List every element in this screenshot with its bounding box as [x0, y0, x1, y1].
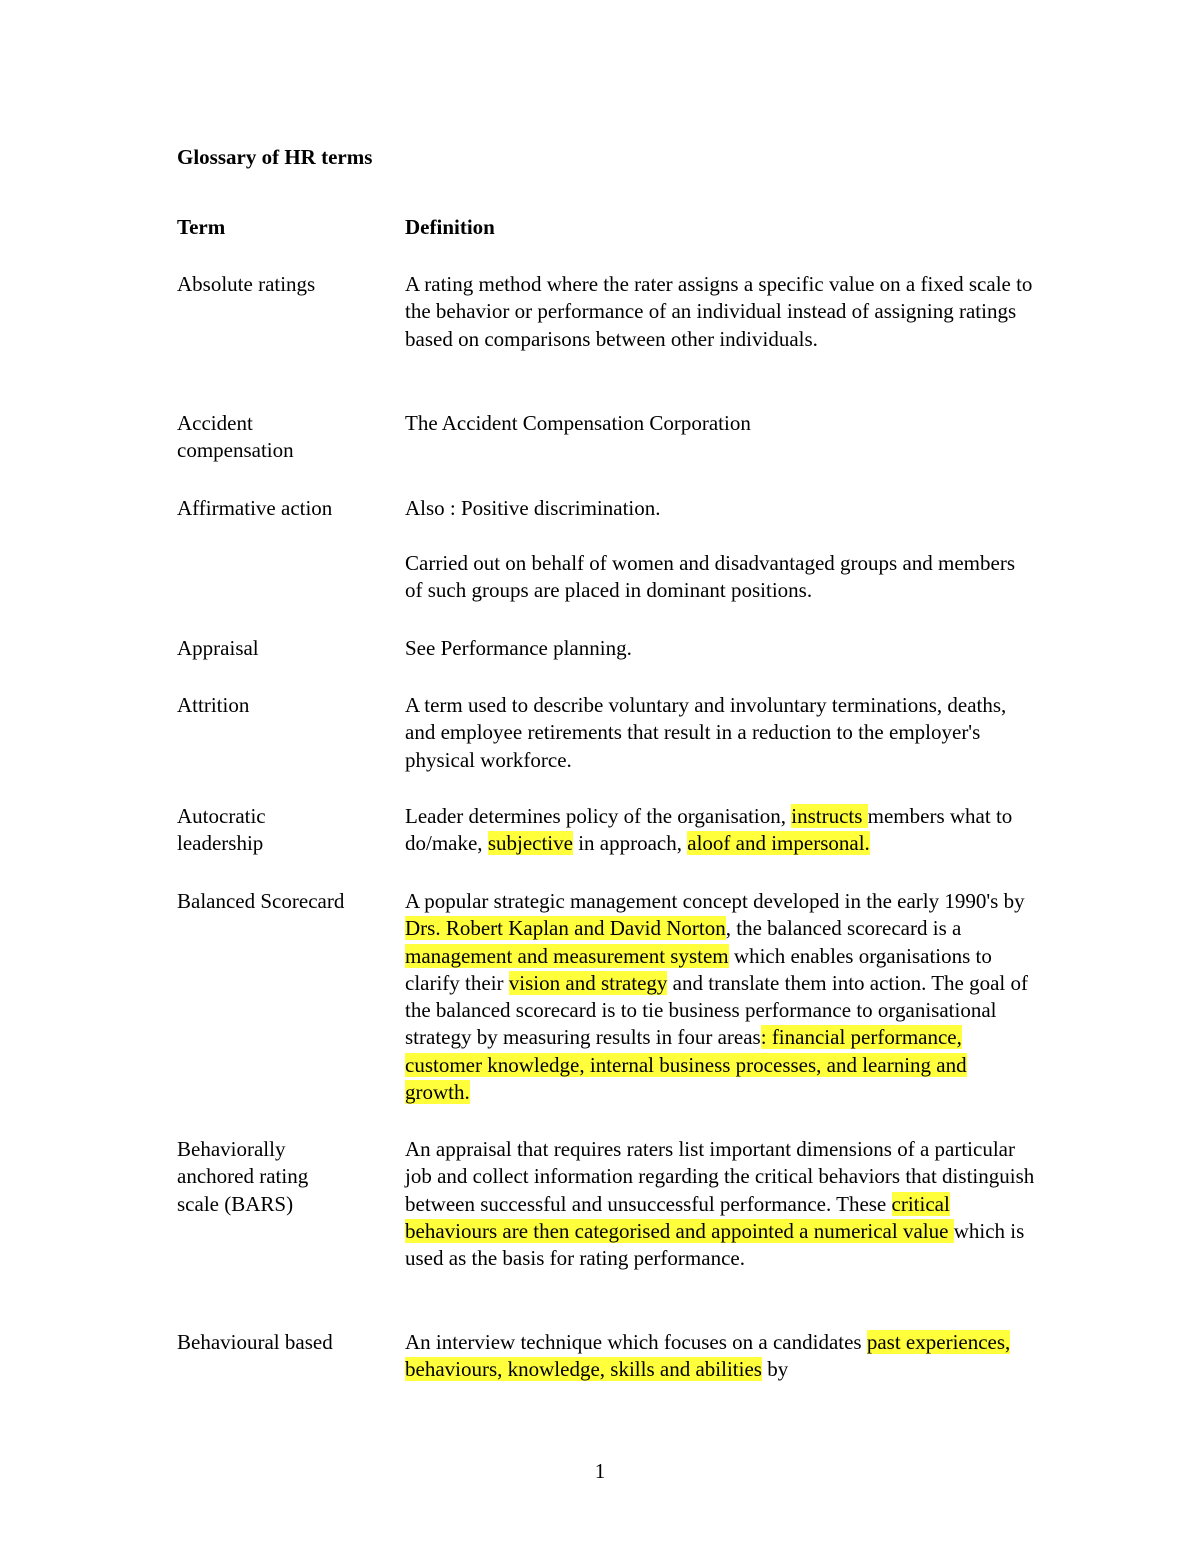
entry-term-line: Accident: [177, 411, 253, 435]
entry-term: Affirmative action: [177, 496, 333, 520]
entry-definition: [405, 410, 1035, 437]
entry-definition: [405, 1329, 1035, 1384]
entry-definition: [405, 692, 1035, 774]
definition-fragment: members what to do/make,: [405, 804, 1013, 856]
definition-fragment: An interview technique which focuses on a candidates: [405, 1330, 867, 1354]
highlighted-text: instructs: [791, 804, 868, 828]
definition-text: A term used to describe voluntary and involuntary terminations, deaths, and employee retirements that result in a reduction to the employer's physical workforce.: [405, 693, 1007, 772]
highlighted-text: past experiences, behaviours, knowledge, skills and abilities: [405, 1330, 1011, 1382]
highlighted-text: vision and strategy: [508, 970, 668, 995]
definition-text: The Accident Compensation Corporation: [405, 411, 751, 435]
entry-definition: [405, 803, 1035, 858]
page-title: Glossary of HR terms: [177, 145, 373, 169]
definition-text: [405, 888, 1035, 1106]
definition-fragment: An appraisal that requires raters list important dimensions of a particular job and collect information regarding the critical behaviors that distinguish between successful and unsuccessful performance. These: [405, 1137, 1035, 1216]
highlighted-text: subjective: [487, 831, 573, 856]
entry-term: Absolute ratings: [177, 272, 316, 296]
entry-term-line: compensation: [177, 438, 294, 463]
highlighted-text: critical behaviours are then categorised and appointed a numerical value: [405, 1191, 954, 1243]
definition-fragment: by: [761, 1357, 789, 1382]
entry-term: Balanced Scorecard: [177, 889, 345, 913]
entry-term: Appraisal: [177, 636, 259, 660]
highlighted-text: aloof and impersonal.: [687, 831, 870, 856]
entry-definition: [405, 635, 1035, 662]
entry-term-line: Behaviorally: [177, 1137, 286, 1161]
term-column-header: Term: [177, 215, 226, 239]
definition-text: See Performance planning.: [405, 636, 632, 660]
entry-term: [177, 1136, 377, 1218]
entry-term: Attrition: [177, 693, 250, 717]
definition-text: [405, 1136, 1035, 1272]
entry-definition: [405, 271, 1035, 353]
definition-column-header: Definition: [405, 215, 495, 239]
definition-fragment: and translate them into action. The goal of the balanced scorecard is to tie business performance to organisational strategy by measuring results in four areas: [405, 970, 1029, 1050]
definition-fragment: in approach,: [572, 831, 688, 856]
highlighted-text: Drs. Robert Kaplan and David Norton: [405, 916, 726, 941]
entry-term-line: leadership: [177, 831, 264, 856]
entry-definition: [405, 495, 1035, 604]
page-number: 1: [594, 1459, 606, 1483]
definition-paragraph: Carried out on behalf of women and disadvantaged groups and members of such groups are placed in dominant positions.: [405, 550, 1015, 602]
entry-term: Behavioural based: [177, 1330, 333, 1354]
highlighted-text: management and measurement system: [405, 943, 729, 968]
definition-text: [405, 1329, 1035, 1384]
entry-definition: [405, 888, 1035, 1106]
definition-fragment: Leader determines policy of the organisation,: [405, 804, 792, 828]
entry-term: [177, 410, 377, 465]
highlighted-text: : financial performance, customer knowledge, internal business processes, and learning and growth.: [405, 1025, 967, 1105]
definition-paragraph: Also : Positive discrimination.: [405, 496, 661, 520]
definition-fragment: A popular strategic management concept developed in the early 1990's by: [405, 889, 1025, 913]
definition-text: A rating method where the rater assigns a specific value on a fixed scale to the behavior or performance of an individual instead of assigning ratings based on comparisons between other individuals.: [405, 272, 1033, 351]
definition-fragment: which enables organisations to clarify their: [405, 943, 992, 995]
definition-text: [405, 803, 1035, 858]
entry-term-line: scale (BARS): [177, 1191, 294, 1216]
definition-fragment: , the balanced scorecard is a: [725, 916, 962, 941]
entry-definition: [405, 1136, 1035, 1272]
definition-fragment: which is used as the basis for rating performance.: [405, 1218, 1025, 1271]
entry-term: [177, 803, 377, 858]
entry-term-line: anchored rating: [177, 1164, 309, 1189]
entry-term-line: Autocratic: [177, 804, 266, 828]
